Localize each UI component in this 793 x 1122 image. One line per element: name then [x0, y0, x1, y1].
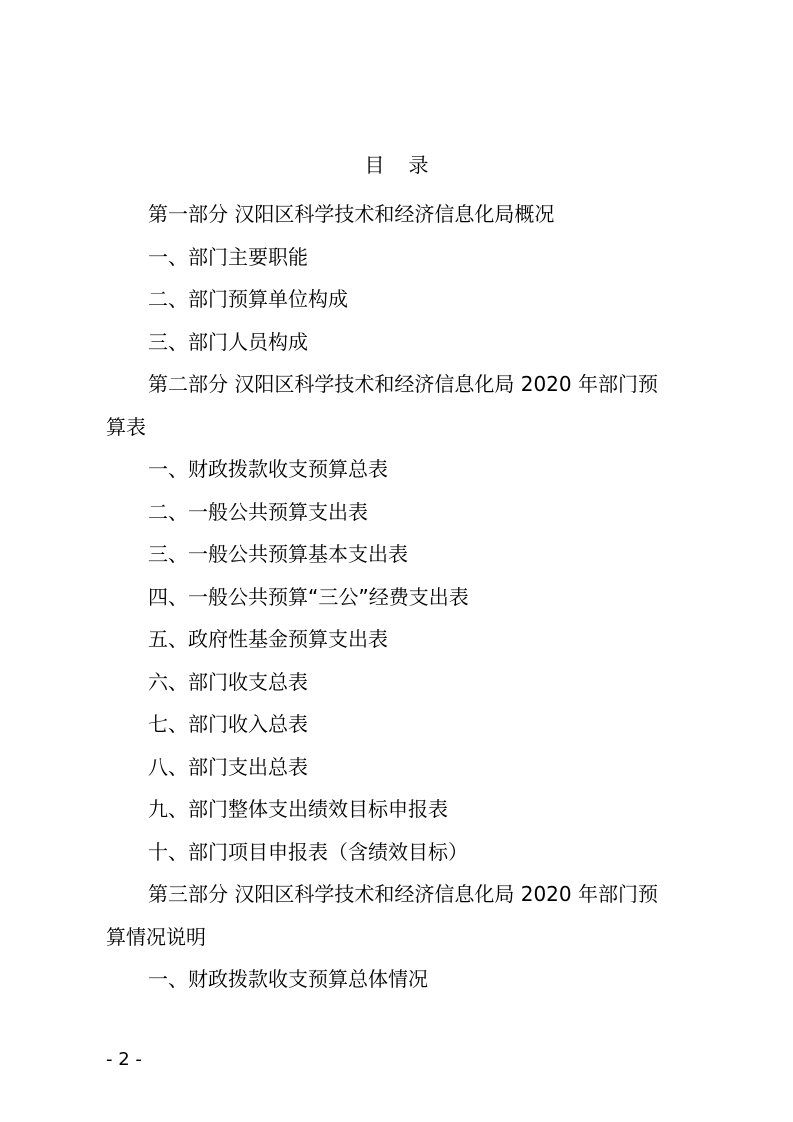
toc-item: 二、部门预算单位构成	[148, 287, 348, 311]
toc-item: 十、部门项目申报表（含绩效目标）	[148, 839, 468, 864]
table-of-contents	[106, 193, 706, 1001]
toc-item: 一、财政拨款收支预算总体情况	[148, 967, 428, 991]
toc-item: 九、部门整体支出绩效目标申报表	[148, 797, 448, 821]
toc-title: 目录	[364, 153, 453, 177]
toc-part-heading-continuation: 算表	[106, 414, 146, 439]
toc-item: 七、部门收入总表	[148, 712, 308, 736]
toc-item: 八、部门支出总表	[148, 754, 308, 779]
toc-item: 二、一般公共预算支出表	[148, 499, 368, 524]
toc-item: 三、一般公共预算基本支出表	[148, 542, 408, 566]
toc-part-heading: 第二部分 汉阳区科学技术和经济信息化局 2020 年部门预	[148, 372, 658, 396]
page-number: - 2 -	[106, 1049, 142, 1070]
toc-item: 三、部门人员构成	[148, 329, 308, 354]
toc-part-heading-continuation: 算情况说明	[106, 924, 206, 949]
toc-item: 六、部门收支总表	[148, 669, 308, 694]
toc-part-heading: 第三部分 汉阳区科学技术和经济信息化局 2020 年部门预	[148, 882, 658, 906]
toc-item: 四、一般公共预算“三公”经费支出表	[148, 584, 469, 609]
toc-item: 五、政府性基金预算支出表	[148, 627, 388, 651]
toc-part-heading: 第一部分 汉阳区科学技术和经济信息化局概况	[148, 202, 555, 226]
toc-item: 一、部门主要职能	[148, 244, 308, 269]
toc-item: 一、财政拨款收支预算总表	[148, 457, 388, 481]
